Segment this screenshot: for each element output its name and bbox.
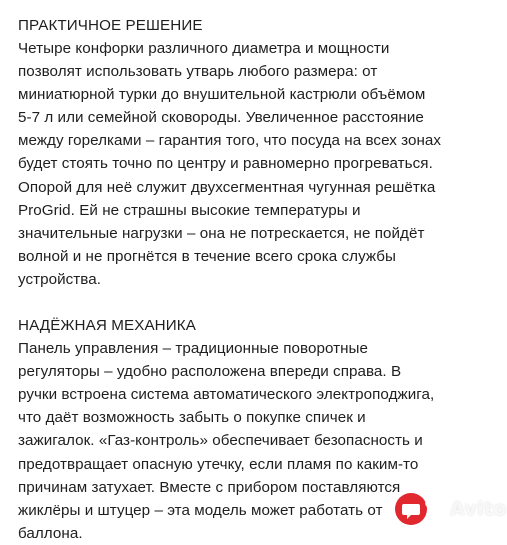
text-line: причинам затухает. Вместе с прибором поставляются [18, 478, 401, 496]
text-line: жиклёры и штуцер – эта модель может работать от [18, 501, 383, 519]
text-line: устройства. [18, 270, 102, 288]
text-line: 5-7 л или семейной сковороды. Увеличенное расстояние [18, 109, 424, 127]
text-line: зажигалок. «Газ-контроль» обеспечивает безопасность и [18, 432, 423, 450]
avito-watermark [394, 492, 507, 526]
text-line: предотвращает опасную утечку, если пламя по каким-то [18, 455, 419, 473]
section-title-mechanics: НАДЁЖНАЯ МЕХАНИКА [18, 317, 196, 335]
text-line: регуляторы – удобно расположена впереди справа. В [18, 363, 402, 381]
section-body-practical [18, 37, 470, 291]
avito-wordmark [424, 494, 507, 524]
avito-dots-icon [424, 494, 448, 524]
text-line: миниатюрной турки до внушительной кастрюли объёмом [18, 86, 426, 104]
text-line: ручки встроена система автоматического электроподжига, [18, 386, 435, 404]
text-line: позволят использовать утварь любого размера: от [18, 63, 378, 81]
text-line: волной и не прогнётся в течение всего срока службы [18, 247, 396, 265]
text-line: Опорой для неё служит двухсегментная чугунная решётка [18, 178, 436, 196]
text-line: ProGrid. Ей не страшны высокие температуры и [18, 201, 361, 219]
section-title-practical: ПРАКТИЧНОЕ РЕШЕНИЕ [18, 17, 203, 34]
text-line: между горелками – гарантия того, что посуда на всех зонах [18, 132, 442, 150]
text-line: что даёт возможность забыть о покупке спичек и [18, 409, 366, 427]
avito-logo-icon [394, 492, 428, 526]
text-line: баллона. [18, 524, 83, 542]
description-text [18, 14, 470, 545]
text-line: Четыре конфорки различного диаметра и мощности [18, 40, 390, 57]
paragraph-gap [18, 291, 470, 314]
avito-word: Avito [450, 498, 507, 520]
text-line: значительные нагрузки – она не потрескается, не пойдёт [18, 224, 425, 242]
text-line: Панель управления – традиционные поворотные [18, 340, 369, 358]
text-line: будет стоять точно по центру и равномерно прогреваться. [18, 155, 433, 173]
